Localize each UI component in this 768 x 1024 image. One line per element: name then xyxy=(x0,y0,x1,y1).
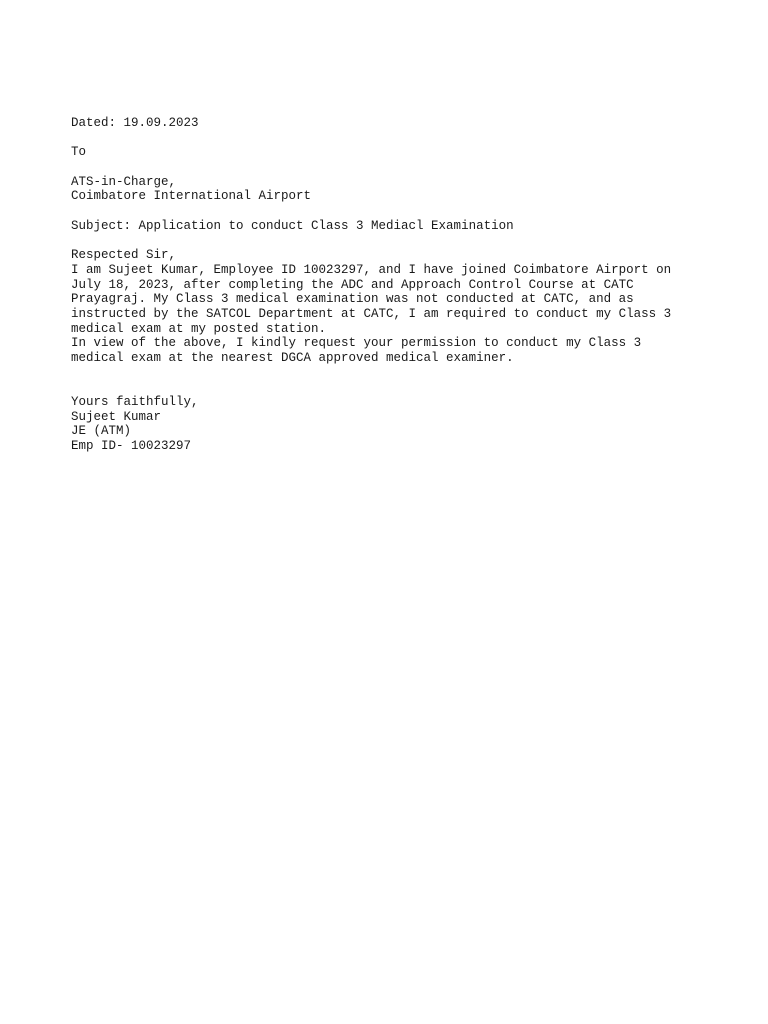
date-line: Dated: 19.09.2023 xyxy=(71,116,199,130)
recipient-block xyxy=(71,175,711,204)
body-line: In view of the above, I kindly request your permission to conduct my Class 3 xyxy=(71,336,642,351)
recipient-organization: Coimbatore International Airport xyxy=(71,189,312,204)
spacer xyxy=(71,366,711,395)
body-line: Prayagraj. My Class 3 medical examination was not conducted at CATC, and as xyxy=(71,292,634,307)
letter-body xyxy=(71,263,711,366)
signature-designation: JE (ATM) xyxy=(71,424,132,439)
letter-document xyxy=(71,116,711,454)
spacer xyxy=(71,204,711,219)
spacer xyxy=(71,131,711,146)
to-line: To xyxy=(71,145,87,160)
signature-block xyxy=(71,410,711,454)
closing-line: Yours faithfully, xyxy=(71,395,199,410)
signature-employee-id: Emp ID- 10023297 xyxy=(71,439,192,454)
subject-line: Subject: Application to conduct Class 3 Mediacl Examination xyxy=(71,218,514,233)
body-line: medical exam at the nearest DGCA approved medical examiner. xyxy=(71,351,514,365)
spacer xyxy=(71,234,711,249)
body-line: instructed by the SATCOL Department at CATC, I am required to conduct my Class 3 xyxy=(71,306,672,321)
signature-name: Sujeet Kumar xyxy=(71,409,162,424)
body-line: medical exam at my posted station. xyxy=(71,321,327,336)
salutation: Respected Sir, xyxy=(71,248,177,263)
recipient-title: ATS-in-Charge, xyxy=(71,174,177,189)
body-line: I am Sujeet Kumar, Employee ID 10023297, and I have joined Coimbatore Airport on xyxy=(71,262,672,277)
body-line: July 18, 2023, after completing the ADC and Approach Control Course at CATC xyxy=(71,277,634,292)
spacer xyxy=(71,160,711,175)
